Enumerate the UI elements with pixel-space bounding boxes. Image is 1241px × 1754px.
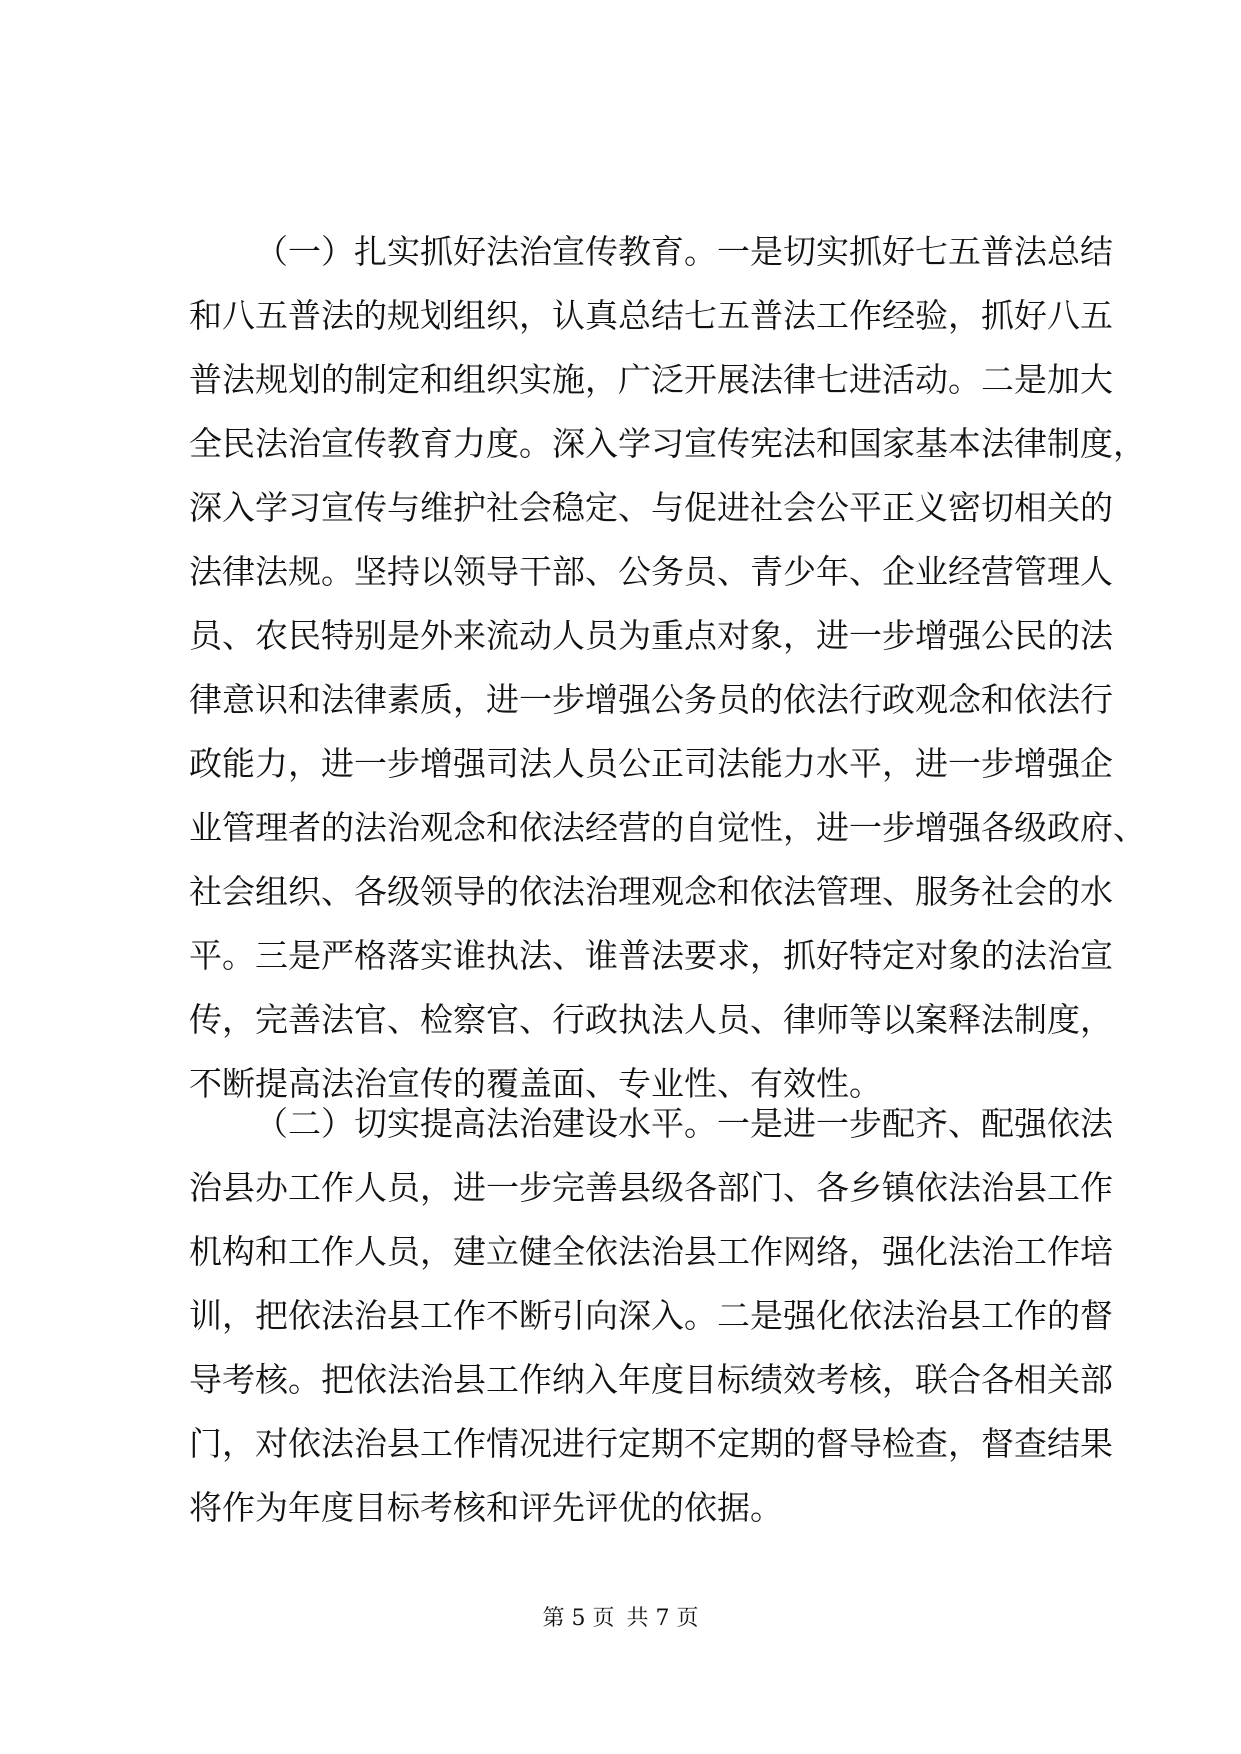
paragraph-line: 业管理者的法治观念和依法经营的自觉性，进一步增强各级政府、 — [189, 808, 1146, 847]
paragraph-line: （一）扎实抓好法治宣传教育。一是切实抓好七五普法总结 — [255, 232, 1113, 271]
paragraph-line: 平。三是严格落实谁执法、谁普法要求，抓好特定对象的法治宣 — [189, 936, 1113, 975]
paragraph-line: 员、农民特别是外来流动人员为重点对象，进一步增强公民的法 — [189, 616, 1113, 655]
paragraph-line: 将作为年度目标考核和评先评优的依据。 — [189, 1488, 783, 1527]
paragraph-legal-construction — [189, 1092, 1113, 1540]
paragraph-line: 传，完善法官、检察官、行政执法人员、律师等以案释法制度， — [189, 1000, 1113, 1039]
page-footer — [0, 1604, 1241, 1634]
page-number: 第 5 页 — [542, 1606, 615, 1631]
paragraph-line: 社会组织、各级领导的依法治理观念和依法管理、服务社会的水 — [189, 872, 1113, 911]
paragraph-line: 全民法治宣传教育力度。深入学习宣传宪法和国家基本法律制度， — [189, 424, 1146, 463]
paragraph-line: 门，对依法治县工作情况进行定期不定期的督导检查，督查结果 — [189, 1424, 1113, 1463]
paragraph-line: 律意识和法律素质，进一步增强公务员的依法行政观念和依法行 — [189, 680, 1113, 719]
paragraph-line: 训，把依法治县工作不断引向深入。二是强化依法治县工作的督 — [189, 1296, 1113, 1335]
paragraph-line: 政能力，进一步增强司法人员公正司法能力水平，进一步增强企 — [189, 744, 1113, 783]
page-total: 共 7 页 — [626, 1606, 699, 1631]
paragraph-line: 治县办工作人员，进一步完善县级各部门、各乡镇依法治县工作 — [189, 1168, 1113, 1207]
paragraph-line: 深入学习宣传与维护社会稳定、与促进社会公平正义密切相关的 — [189, 488, 1113, 527]
paragraph-line: 和八五普法的规划组织，认真总结七五普法工作经验，抓好八五 — [189, 296, 1113, 335]
paragraph-line: 导考核。把依法治县工作纳入年度目标绩效考核，联合各相关部 — [189, 1360, 1113, 1399]
paragraph-line: 机构和工作人员，建立健全依法治县工作网络，强化法治工作培 — [189, 1232, 1113, 1271]
paragraph-line: 普法规划的制定和组织实施，广泛开展法律七进活动。二是加大 — [189, 360, 1113, 399]
paragraph-line: 不断提高法治宣传的覆盖面、专业性、有效性。 — [189, 1064, 882, 1103]
paragraph-legal-education — [189, 220, 1146, 1116]
paragraph-line: 法律法规。坚持以领导干部、公务员、青少年、企业经营管理人 — [189, 552, 1113, 591]
paragraph-line: （二）切实提高法治建设水平。一是进一步配齐、配强依法 — [255, 1104, 1113, 1143]
